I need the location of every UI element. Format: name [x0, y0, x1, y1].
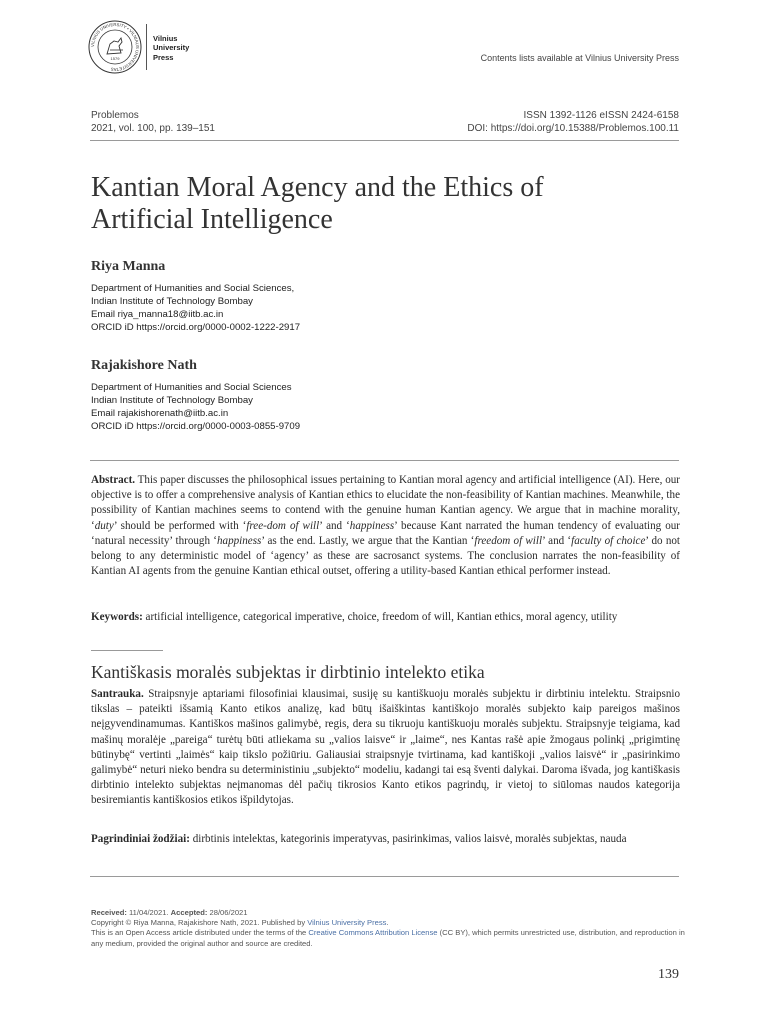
- lithuanian-title: Kantiškasis moralės subjektas ir dirbtinio intelekto etika: [91, 662, 485, 682]
- abstract-text: ’ and ‘: [542, 534, 572, 547]
- author-orcid[interactable]: ORCID iD https://orcid.org/0000-0002-1222-2917: [91, 322, 301, 333]
- author-institution: Indian Institute of Technology Bombay: [91, 296, 253, 307]
- logo-divider: [146, 24, 147, 70]
- license-link[interactable]: Creative Commons Attribution License: [308, 928, 438, 938]
- abstract-emphasis: happiness: [349, 519, 395, 532]
- publisher-name-line: University: [153, 43, 190, 53]
- keywords-label: Keywords:: [91, 611, 143, 623]
- abstract-emphasis: free-dom of will: [246, 519, 320, 532]
- author-department: Department of Humanities and Social Sciences,: [91, 283, 295, 294]
- abstract-text: ’ because Kant narrated the human tendency of evaluating our ‘natural necessity’ through ‘: [91, 519, 680, 547]
- license-text: (CC BY), which permits unrestricted use, distribution, and reproduction in any medium, provided the original author and source are credited.: [91, 928, 685, 948]
- abstract-text: ’ should be performed with ‘: [113, 519, 247, 532]
- license-line: [91, 928, 691, 948]
- author-email[interactable]: Email rajakishorenath@iitb.ac.in: [91, 408, 229, 419]
- summary-label: Santrauka.: [91, 688, 144, 700]
- doi-link[interactable]: DOI: https://doi.org/10.15388/Problemos.100.11: [467, 123, 679, 134]
- header-rule: [90, 140, 679, 141]
- abstract-text: ’ as the end. Lastly, we argue that the Kantian ‘: [261, 534, 475, 547]
- abstract-emphasis: faculty of choice: [571, 534, 646, 547]
- copyright-text: Copyright © Riya Manna, Rajakishore Nath, 2021. Published by: [91, 918, 308, 928]
- author-orcid[interactable]: ORCID iD https://orcid.org/0000-0003-0855-9709: [91, 421, 301, 432]
- seal-ring-text: VILNIUS UNIVERSITY • VILNIAUS UNIVERSITETAS: [89, 21, 141, 73]
- page-number: 139: [658, 967, 679, 982]
- author-affiliation: [91, 282, 300, 334]
- footer-rule: [90, 876, 679, 877]
- received-accepted-line: [91, 908, 691, 918]
- author-department: Department of Humanities and Social Sciences: [91, 382, 292, 393]
- abstract: [91, 473, 680, 579]
- lithuanian-summary: [91, 687, 680, 809]
- lithuanian-keywords-text: dirbtinis intelektas, kategorinis imperatyvas, pasirinkimas, valios laisvė, moralės subjektas, nauda: [189, 833, 627, 845]
- university-seal-logo: [88, 20, 142, 74]
- svg-text:VILNIUS UNIVERSITY • VILNIAUS: [90, 22, 140, 72]
- author-name: Riya Manna: [91, 259, 166, 274]
- author-institution: Indian Institute of Technology Bombay: [91, 395, 253, 406]
- abstract-emphasis: freedom of will: [474, 534, 543, 547]
- copyright-line: [91, 918, 691, 928]
- summary-text: Straipsnyje aptariami filosofiniai klausimai, susiję su kantiškuoju moralės subjektu ir dirbtiniu intelektu. Straipsnio tikslas – pateikti išsamią Kanto etikos analizę, kad būtų išaiškintas kantiškojo moralės subjekto kaip pareigos mašinos neįgyvendinamumas. Kantiškos mašinos galimybė, regis, dera su tikruoju kantiškuoju moralės subjektu. Straipsnyje teigiama, kad mašinų moralėje „pareiga“ turėtų būti atliekama su „valios laisve“ ir „laime“, nes Kantas rašė apie žmogaus polinkį „prigimtinę būtinybę“ vertinti „laimės“ kaip tikslo požiūriu. Galiausiai straipsnyje tvirtinama, kad kantiškoji „valios laisvė“ ir „pasirinkimo galimybė“ neturi nieko bendra su deterministiniu „subjekto“ modeliu, kadangi tai esą šventi dalykai. Daroma išvada, jog kantiškasis dirbtinio intelekto subjektas neįmanomas dėl pačių tikrosios Kanto etikos pagrindų, ir vietoj to siūlomas naudos kategorija besiremiantis kantiškosios etikos išpildytojas.: [91, 688, 680, 807]
- seal-year: 1579: [110, 56, 120, 61]
- abstract-emphasis: happiness: [216, 534, 262, 547]
- author-name: Rajakishore Nath: [91, 358, 197, 373]
- author-affiliation: [91, 381, 300, 433]
- author-email[interactable]: Email riya_manna18@iitb.ac.in: [91, 309, 224, 320]
- copyright-end: .: [386, 918, 389, 928]
- received-label: Received:: [91, 908, 127, 917]
- publisher-link[interactable]: Vilnius University Press: [307, 918, 387, 928]
- abstract-text: This paper discusses the philosophical issues pertaining to Kantian moral agency and artificial intelligence (AI). Here, our objective is to offer a comprehensive analysis of Kantian ethics to elucidate the non-feasibility of Kantian machines. Meanwhile, the possibility of Kantian machines seems to contend with the genuine human Kantian agency. We argue that in machine morality, ‘: [91, 474, 680, 532]
- journal-info: [91, 109, 215, 135]
- abstract-label: Abstract.: [91, 474, 136, 486]
- journal-issue: 2021, vol. 100, pp. 139–151: [91, 123, 215, 134]
- lithuanian-keywords-label: Pagrindiniai žodžiai:: [91, 833, 190, 845]
- abstract-emphasis: duty: [94, 519, 114, 532]
- journal-identifiers: [467, 109, 679, 135]
- abstract-text: ’ and ‘: [319, 519, 350, 532]
- license-text: This is an Open Access article distributed under the terms of the: [91, 928, 309, 938]
- accepted-label: Accepted:: [170, 908, 208, 917]
- publisher-name-line: Press: [153, 52, 174, 62]
- publisher-name: [153, 34, 189, 62]
- journal-name: Problemos: [91, 110, 139, 121]
- lithuanian-keywords: [91, 832, 680, 847]
- keywords-text: artificial intelligence, categorical imperative, choice, freedom of will, Kantian ethics, moral agency, utility: [142, 611, 618, 623]
- publisher-name-line: Vilnius: [153, 34, 178, 43]
- contents-availability-line: Contents lists available at Vilnius University Press: [480, 53, 679, 63]
- article-title: Kantian Moral Agency and the Ethics of Artificial Intelligence: [91, 172, 544, 235]
- abstract-text: ’ do not belong to any deterministic model of ‘agency’ as these are sacrosanct systems. The conclusion narrates the non-feasibility of Kantian AI agents from the genuine Kantian ethical outset, offering a utility-based Kantian ethical performer instead.: [91, 534, 681, 578]
- short-divider: [91, 650, 163, 651]
- keywords: [91, 610, 680, 625]
- accepted-date: 28/06/2021: [207, 908, 248, 917]
- received-date: 11/04/2021.: [126, 908, 171, 917]
- issn: ISSN 1392-1126 eISSN 2424-6158: [523, 110, 679, 121]
- article-footer: [91, 908, 691, 949]
- section-rule: [90, 460, 679, 461]
